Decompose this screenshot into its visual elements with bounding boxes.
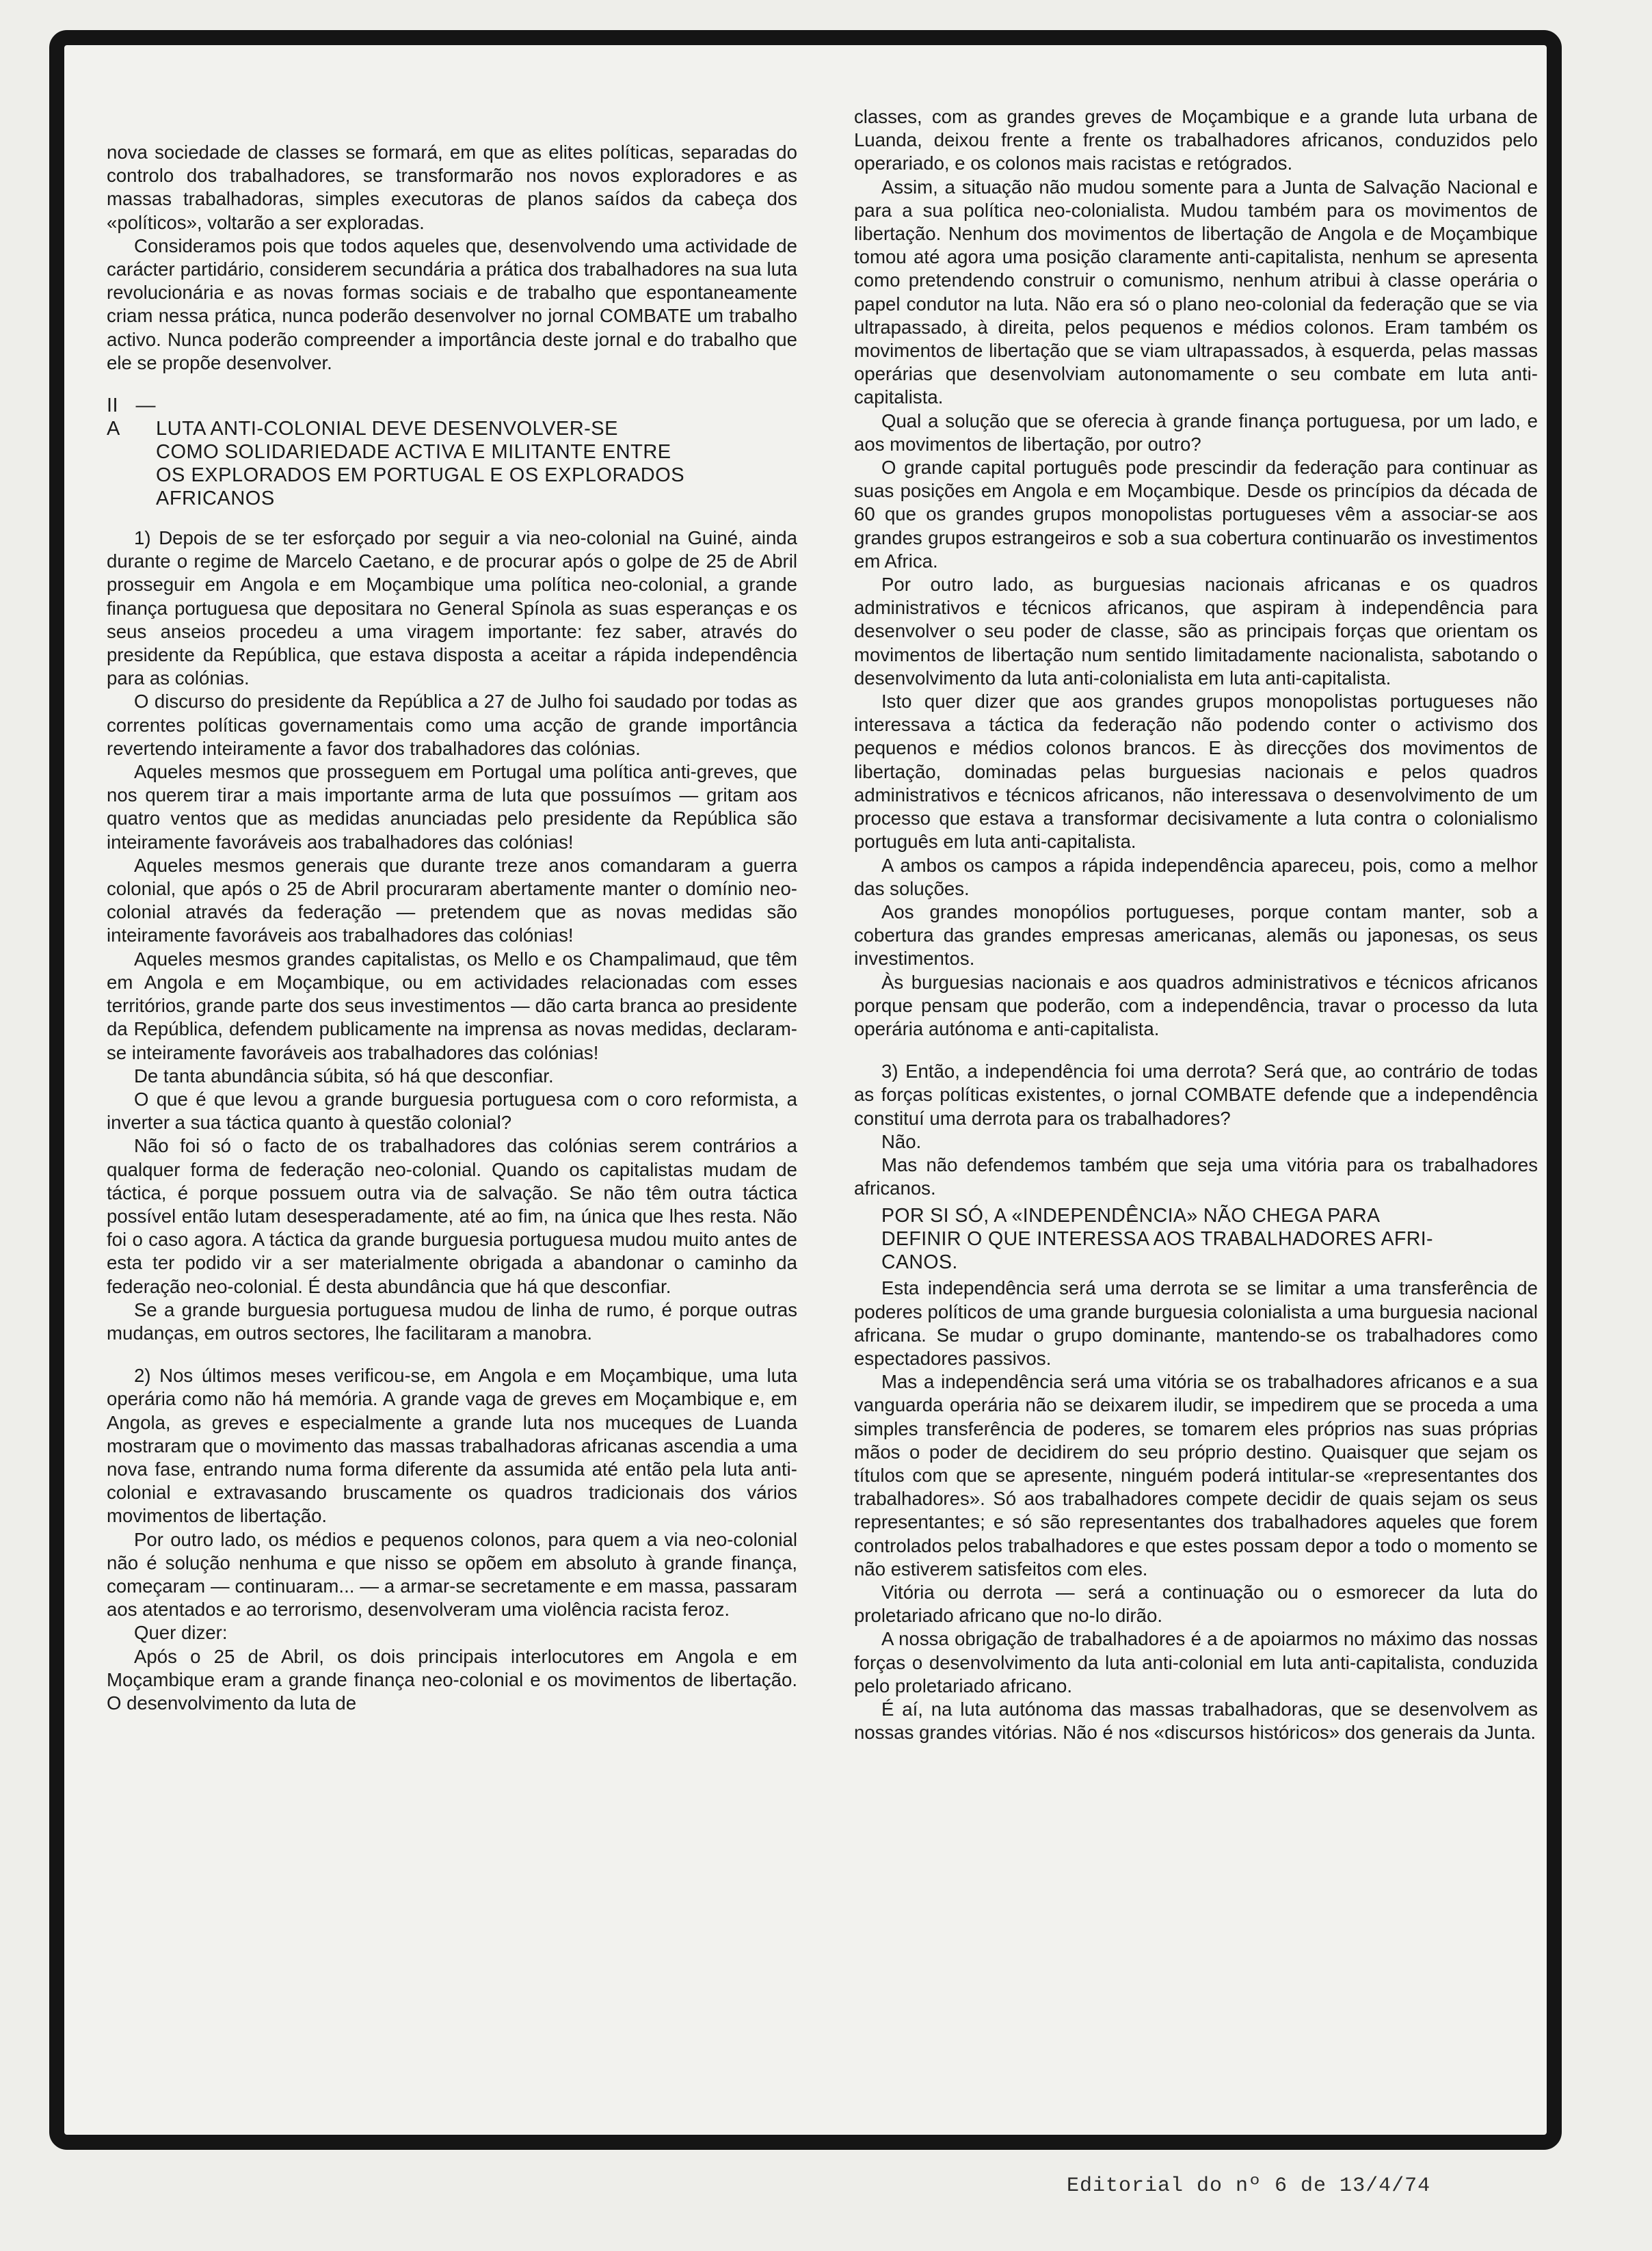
paragraph: Mas não defendemos também que seja uma vitória para os trabalhadores africanos. [854, 1154, 1538, 1199]
subheading [881, 1204, 1538, 1274]
paragraph: Não foi só o facto de os trabalhadores das colónias serem contrários a qualquer forma de federação neo-colonial. Quando os capitalistas mudam de táctica, é porque possuem outra via de salvação. Se não têm outra táctica possível então lutam desesperadamente, até ao fim, na única que lhes resta. Não foi o caso agora. A táctica da grande burguesia portuguesa mudou muito antes de esta ter podido vir a ser materialmente obrigada a abandonar o caminho da federação neo-colonial. É desta abundância que há que desconfiar. [107, 1135, 797, 1297]
subheading-line: DEFINIR O QUE INTERESSA AOS TRABALHADORES AFRI- [881, 1228, 1433, 1251]
paragraph: Aqueles mesmos generais que durante treze anos comandaram a guerra colonial, que após o 25 de Abril procuraram abertamente manter o domínio neo-colonial através da federação — pretendem que as novas medidas são inteiramente favoráveis aos trabalhadores das colónias! [107, 854, 797, 946]
section-heading-line: OS EXPLORADOS EM PORTUGAL E OS EXPLORADOS [156, 464, 685, 487]
section-heading-line: II — A LUTA ANTI-COLONIAL DEVE DESENVOLVER-SE [107, 395, 618, 440]
paragraph: Por outro lado, os médios e pequenos colonos, para quem a via neo-colonial não é solução nenhuma e que nisso se opõem em absoluto à grande finança, começaram — continuaram... — a armar-se secretamente e em massa, passaram aos atentados e ao terrorismo, desenvolveram uma violência racista feroz. [107, 1528, 797, 1621]
paragraph: 2) Nos últimos meses verificou-se, em Angola e em Moçambique, uma luta operária como não há memória. A grande vaga de greves em Moçambique e, em Angola, as greves e especialmente a grande luta nos muceques de Luanda mostraram que o movimento das massas trabalhadoras africanas ascendia a uma nova fase, entrando numa forma diferente da assumida até então pela luta anti-colonial e extravasando bruscamente os quadros tradicionais dos vários movimentos de libertação. [107, 1365, 797, 1527]
paragraph: Quer dizer: [134, 1622, 228, 1644]
paragraph: De tanta abundância súbita, só há que desconfiar. [134, 1065, 554, 1087]
paragraph: Por outro lado, as burguesias nacionais africanas e os quadros administrativos e técnicos africanos, que aspiram à independência para desenvolver o seu poder de classe, são as principais forças que orientam os movimentos de libertação num sentido limitadamente nacionalista, sabotando o desenvolvimento da luta anti-colonialista em luta anti-capitalista. [854, 574, 1538, 689]
section-heading-line: COMO SOLIDARIEDADE ACTIVA E MILITANTE ENTRE [156, 441, 671, 464]
paragraph: Vitória ou derrota — será a continuação ou o esmorecer da luta do proletariado africano que no-lo dirão. [854, 1581, 1538, 1627]
paragraph: Consideramos pois que todos aqueles que, desenvolvendo uma actividade de carácter partidário, considerem secundária a prática dos trabalhadores na sua luta revolucionária e as novas formas sociais e de trabalho que espontaneamente criam nessa prática, nunca poderão desenvolver no jornal COMBATE um trabalho activo. Nunca poderão compreender a importância deste jornal e do trabalho que ele se propõe desenvolver. [107, 235, 797, 373]
paragraph: O grande capital português pode prescindir da federação para continuar as suas posições em Angola e em Moçambique. Desde os princípios da década de 60 que os grandes grupos monopolistas portugueses vêm a associar-se aos grandes grupos estrangeiros e sob a sua cobertura continuarão os investimentos em Africa. [854, 457, 1538, 572]
paragraph: nova sociedade de classes se formará, em que as elites políticas, separadas do controlo dos trabalhadores, se transformarão nos novos exploradores e as massas trabalhadoras, simples executoras de planos saídos da cabeça dos «políticos», voltarão a ser exploradas. [107, 142, 797, 233]
paragraph: O discurso do presidente da República a 27 de Julho foi saudado por todas as correntes políticas governamentais como uma acção de grande importância revertendo inteiramente a favor dos trabalhadores das colónias. [107, 691, 797, 759]
paragraph: O que é que levou a grande burguesia portuguesa com o coro reformista, a inverter a sua táctica quanto à questão colonial? [107, 1088, 797, 1134]
paragraph: A nossa obrigação de trabalhadores é a de apoiarmos no máximo das nossas forças o desenvolvimento da luta anti-colonial em luta anti-capitalista, conduzida pelo proletariado africano. [854, 1628, 1538, 1696]
paragraph: Após o 25 de Abril, os dois principais interlocutores em Angola e em Moçambique eram a grande finança neo-colonial e os movimentos de libertação. O desenvolvimento da luta de [107, 1645, 797, 1714]
paragraph: classes, com as grandes greves de Moçambique e a grande luta urbana de Luanda, deixou frente a frente os trabalhadores africanos, conduzidos pelo operariado, e os colonos mais racistas e retógrados. [854, 106, 1538, 174]
paragraph: Esta independência será uma derrota se se limitar a uma transferência de poderes políticos de uma grande burguesia colonialista a uma burguesia nacional africana. Se mudar o grupo dominante, mantendo-se os trabalhadores como espectadores passivos. [854, 1277, 1538, 1369]
paragraph: Às burguesias nacionais e aos quadros administrativos e técnicos africanos porque pensam que poderão, com a independência, travar o processo da luta operária autónoma e anti-capitalista. [854, 971, 1538, 1039]
page-border-frame [49, 30, 1562, 2150]
section-heading-ii [107, 394, 797, 510]
paragraph: Aos grandes monopólios portugueses, porque contam manter, sob a cobertura das grandes empresas americanas, alemãs ou japonesas, os seus investimentos. [854, 901, 1538, 970]
subheading-line: CANOS. [881, 1251, 958, 1274]
paragraph: 3) Então, a independência foi uma derrota? Será que, ao contrário de todas as forças políticas existentes, o jornal COMBATE defende que a independência constituí uma derrota para os trabalhadores? [854, 1061, 1538, 1129]
footer-caption: Editorial do nº 6 de 13/4/74 [1067, 2174, 1431, 2198]
paragraph: Aqueles mesmos que prosseguem em Portugal uma política anti-greves, que nos querem tirar a mais importante arma de luta que possuímos — gritam aos quatro ventos que as medidas anunciadas pelo presidente da República são inteiramente favoráveis aos trabalhadores das colónias! [107, 761, 797, 853]
left-column [107, 141, 797, 1715]
paragraph: A ambos os campos a rápida independência apareceu, pois, como a melhor das soluções. [854, 854, 1538, 899]
paragraph: Não. [881, 1130, 922, 1152]
paragraph: Isto quer dizer que aos grandes grupos monopolistas portugueses não interessava a táctica da federação não podendo conter o activismo dos pequenos e médios colonos brancos. E às direcções dos movimentos de libertação, dominadas pelas burguesias nacionais e pelos quadros administrativos e técnicos africanos, não interessava o desenvolvimento de um processo que estava a transformar decisivamente a luta contra o colonialismo português em luta anti-capitalista. [854, 691, 1538, 853]
paragraph: É aí, na luta autónoma das massas trabalhadoras, que se desenvolvem as nossas grandes vitórias. Não é nos «discursos históricos» dos generais da Junta. [854, 1699, 1538, 1744]
paragraph: Se a grande burguesia portuguesa mudou de linha de rumo, é porque outras mudanças, em outros sectores, lhe facilitaram a manobra. [107, 1298, 797, 1344]
section-number: II — A [107, 395, 156, 440]
section-heading-line: AFRICANOS [156, 488, 275, 510]
paragraph: Mas a independência será uma vitória se os trabalhadores africanos e a sua vanguarda operária não se deixarem iludir, se impedirem que se proceda a uma simples transferência de poderes, se tomarem eles próprios nas suas próprias mãos o poder de decidirem do seu próprio destino. Quaisquer que sejam os títulos com que se apresente, ninguém poderá intitular-se «representantes dos trabalhadores». Só aos trabalhadores compete decidir de quais sejam os seus representantes; e só são representantes dos trabalhadores aqueles que forem controlados pelos trabalhadores e que estes possam depor a todo o momento se não estiverem satisfeitos com eles. [854, 1371, 1538, 1580]
paragraph: Qual a solução que se oferecia à grande finança portuguesa, por um lado, e aos movimentos de libertação, por outro? [854, 410, 1538, 455]
right-column [854, 105, 1538, 1744]
paragraph: Assim, a situação não mudou somente para a Junta de Salvação Nacional e para a sua política neo-colonialista. Mudou também para os movimentos de libertação. Nenhum dos movimentos de libertação de Angola e de Moçambique tomou até agora uma posição claramente anti-capitalista, nenhum se apresenta como pretendendo construir o comunismo, nenhum atribui à classe operária o papel condutor na luta. Não era só o plano neo-colonial da federação que se via ultrapassado, à direita, pelos pequenos e médios colonos. Eram também os movimentos de libertação que se viam ultrapassados, à esquerda, pelas massas operárias que desenvolviam autonomamente o seu combate em luta anti-capitalista. [854, 176, 1538, 408]
subheading-line: POR SI SÓ, A «INDEPENDÊNCIA» NÃO CHEGA PARA [881, 1205, 1381, 1227]
paragraph: 1) Depois de se ter esforçado por seguir a via neo-colonial na Guiné, ainda durante o regime de Marcelo Caetano, e de procurar após o golpe de 25 de Abril prosseguir em Angola e em Moçambique uma política neo-colonial, a grande finança portuguesa que depositara no General Spínola as suas esperanças e os seus anseios procedeu a uma viragem importante: fez saber, através do presidente da República, que estava disposta a aceitar a rápida independência para as colónias. [107, 527, 797, 689]
paragraph: Aqueles mesmos grandes capitalistas, os Mello e os Champalimaud, que têm em Angola e em Moçambique, ou em actividades relacionadas com esses territórios, grande parte dos seus investimentos — dão carta branca ao presidente da República, defendem publicamente na imprensa as novas medidas, declaram-se inteiramente favoráveis aos trabalhadores das colónias! [107, 948, 797, 1063]
